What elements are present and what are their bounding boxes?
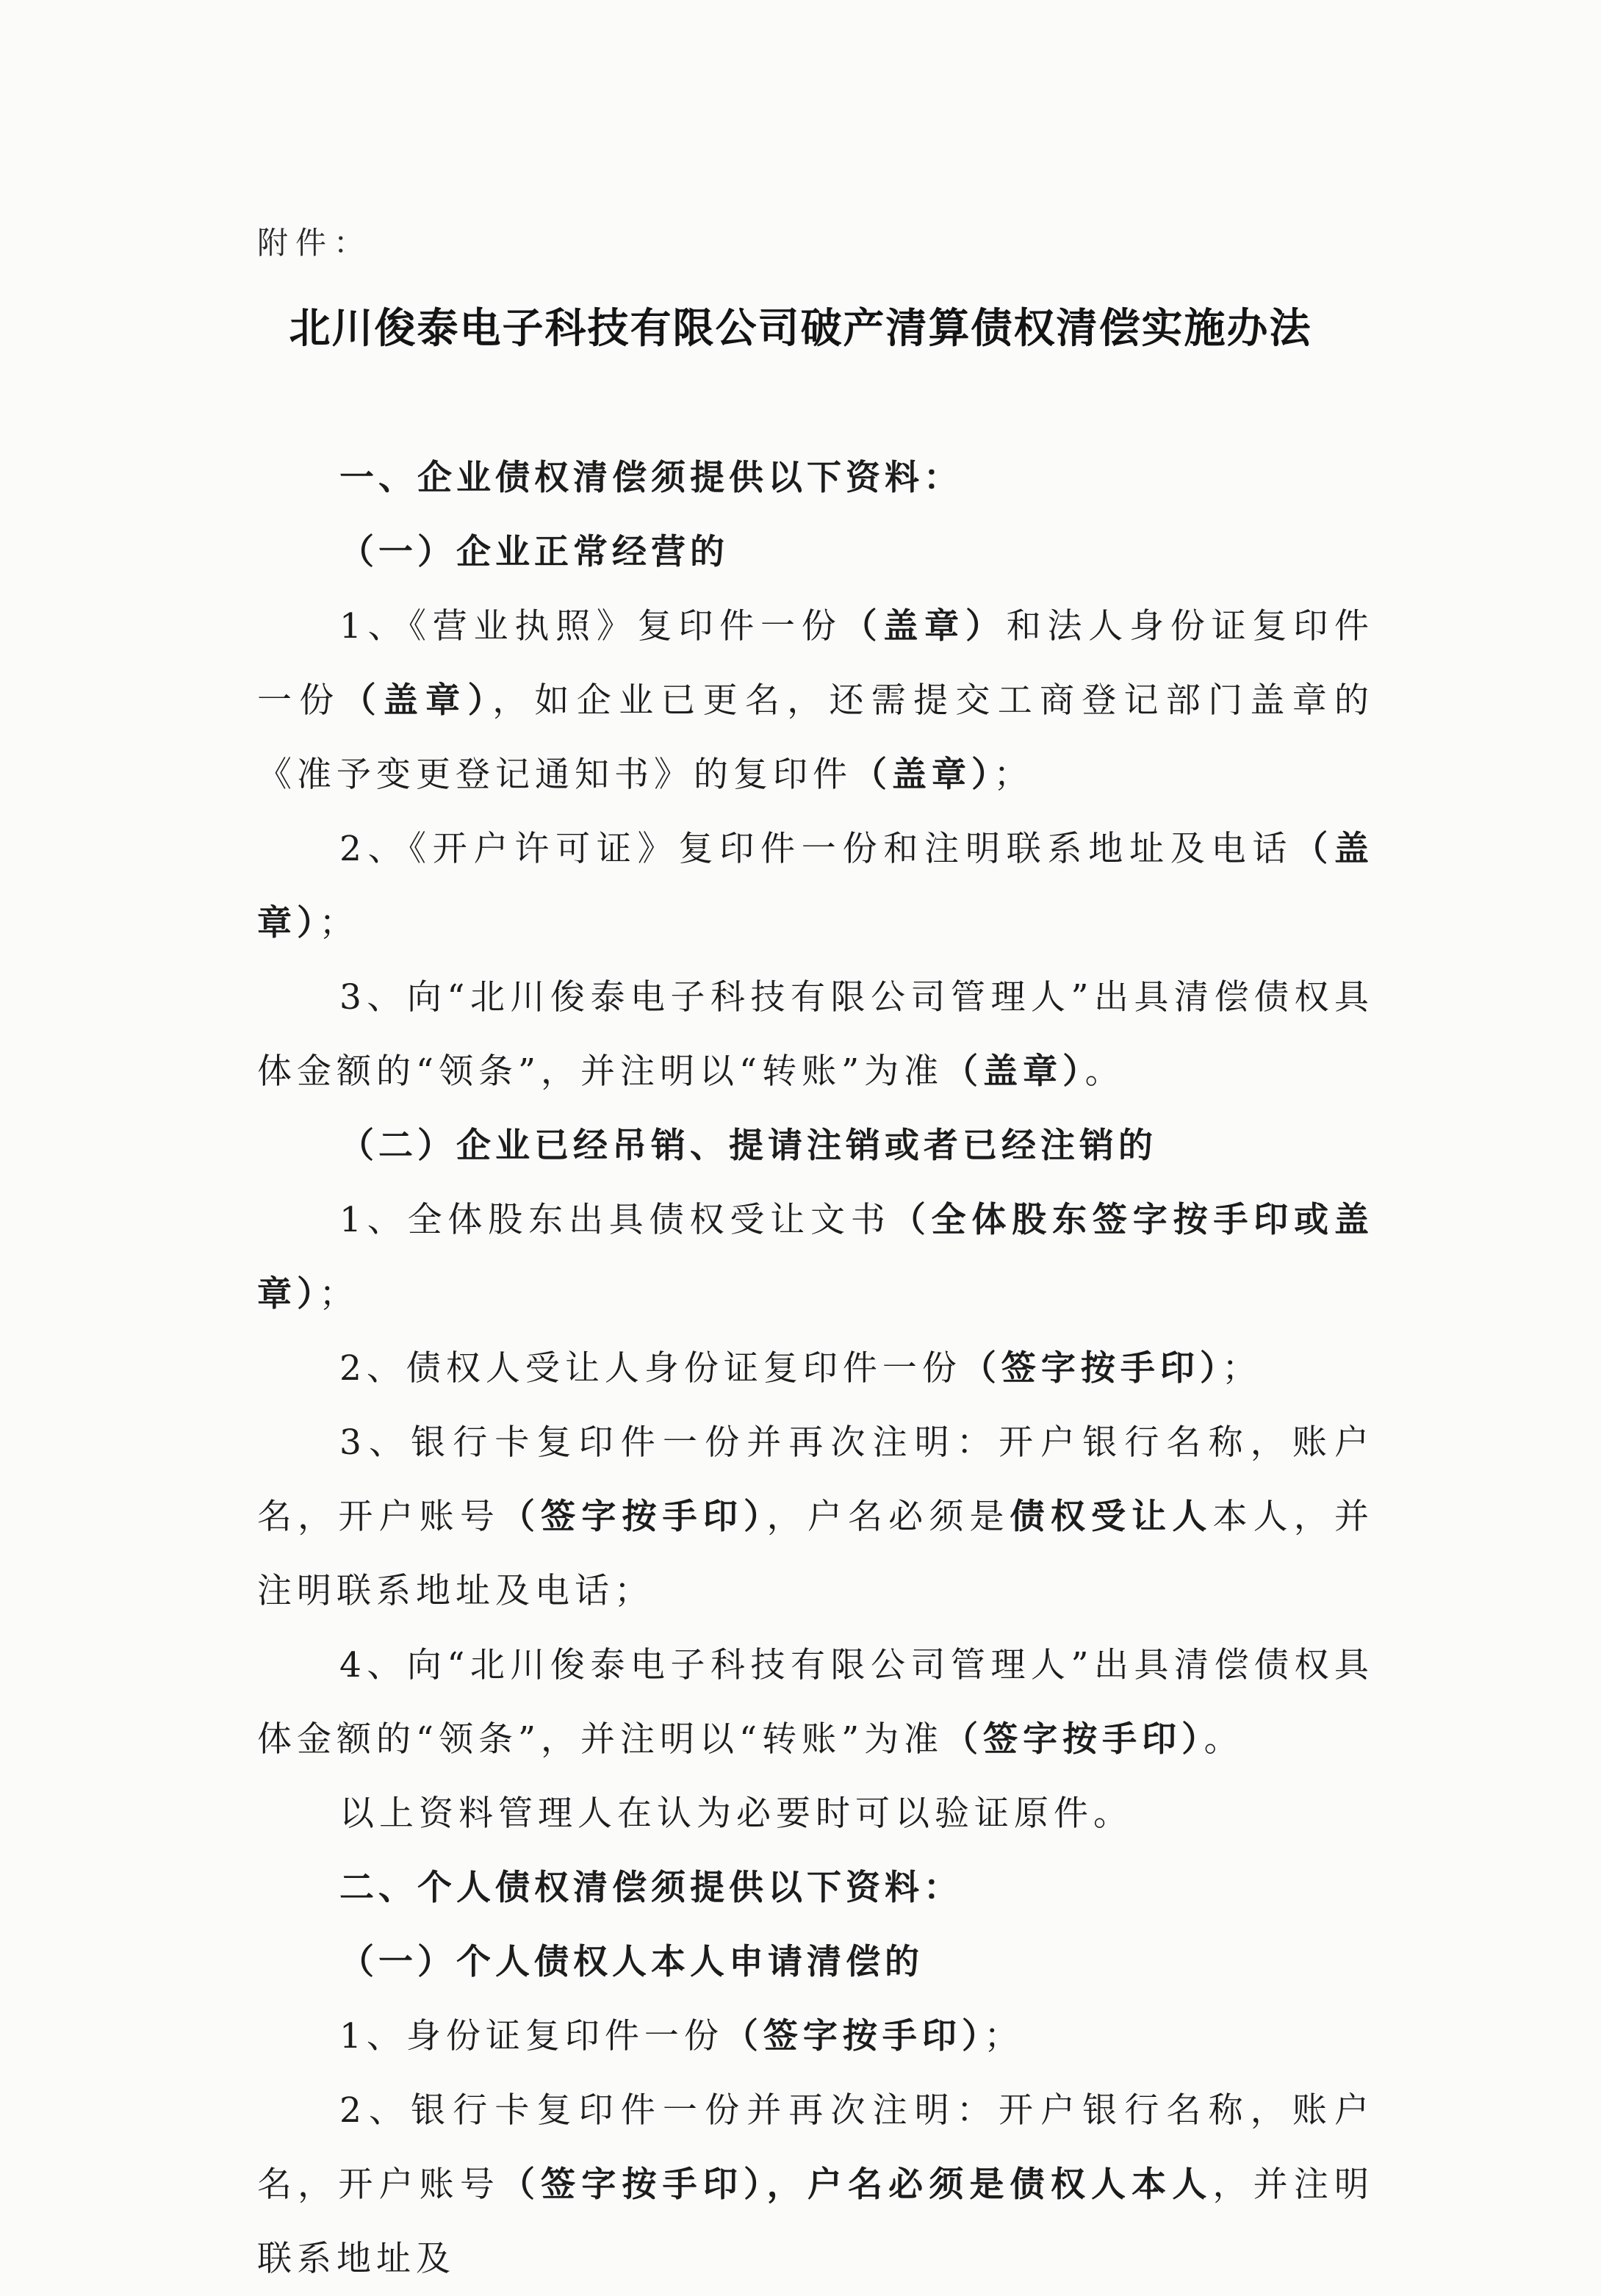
text-segment: ； — [319, 903, 359, 943]
text-segment: 1、全体股东出具债权受让文书 — [339, 1200, 891, 1240]
section-heading — [257, 1109, 1374, 1183]
text-segment: 2、《开户许可证》复印件一份和注明联系地址及电话 — [339, 829, 1294, 869]
body-paragraph — [257, 589, 1374, 812]
text-segment: 。 — [1084, 1051, 1125, 1092]
text-segment: 二、个人债权清偿须提供以下资料： — [339, 1868, 963, 1908]
text-segment: ； — [1222, 1348, 1262, 1389]
text-segment: 1、《营业执照》复印件一份 — [339, 606, 843, 647]
text-segment: ； — [993, 755, 1034, 795]
text-segment: 。 — [1204, 1719, 1244, 1760]
body-paragraph — [257, 1999, 1374, 2073]
bold-text-segment: （盖章） — [257, 829, 1375, 943]
text-segment: ，并注明联系地址及 — [257, 2164, 1375, 2279]
body-paragraph — [257, 960, 1374, 1109]
section-heading — [257, 515, 1374, 589]
text-segment: 和法人身份证复印件一份 — [257, 606, 1375, 721]
text-segment: （二）企业已经吊销、提请注销或者已经注销的 — [339, 1126, 1157, 1166]
text-segment: 以上资料管理人在认为必要时可以验证原件。 — [339, 1793, 1133, 1834]
bold-text-segment: （签字按手印） — [500, 2164, 767, 2205]
bold-text-segment: （签字按手印） — [943, 1719, 1204, 1760]
bold-text-segment: （签字按手印） — [500, 1497, 767, 1537]
bold-text-segment: （盖章） — [943, 1051, 1085, 1092]
body-paragraph — [257, 1183, 1374, 1331]
text-segment: ； — [984, 2016, 1024, 2056]
text-segment: 2、银行卡复印件一份并再次注明：开户银行名称，账户名，开户账号 — [257, 2090, 1374, 2205]
text-segment: 1、身份证复印件一份 — [339, 2016, 724, 2056]
bold-text-segment: （签字按手印） — [961, 1348, 1223, 1389]
text-segment: （一）个人债权人本人申请清偿的 — [339, 1942, 924, 1982]
bold-text-segment: 债权受让人 — [1010, 1497, 1213, 1537]
text-segment: 3、向“北川俊泰电子科技有限公司管理人”出具清偿债权具体金额的“领条”，并注明以“转账”为准 — [257, 977, 1374, 1092]
text-segment: ； — [319, 1274, 359, 1314]
text-segment: 一、企业债权清偿须提供以下资料： — [339, 458, 963, 498]
text-segment: 本人，并注明联系地址及电话； — [257, 1497, 1375, 1611]
text-segment: 2、债权人受让人身份证复印件一份 — [339, 1348, 962, 1389]
text-segment: （一）企业正常经营的 — [339, 532, 729, 572]
text-segment: 4、向“北川俊泰电子科技有限公司管理人”出具清偿债权具体金额的“领条”，并注明以“转账”为准 — [257, 1645, 1374, 1760]
body-paragraph — [257, 2073, 1374, 2296]
text-segment: ，如企业已更名，还需提交工商登记部门盖章的《准予变更登记通知书》的复印件 — [257, 680, 1375, 795]
section-heading — [257, 1925, 1374, 1999]
document-body — [257, 441, 1374, 2296]
bold-text-segment: （盖章） — [852, 755, 994, 795]
text-segment: ，户名必须是 — [766, 1497, 1010, 1537]
body-paragraph — [257, 812, 1374, 960]
body-paragraph — [257, 1331, 1374, 1406]
body-paragraph — [257, 1406, 1374, 1628]
text-segment: 3、银行卡复印件一份并再次注明：开户银行名称，账户名，开户账号 — [257, 1422, 1374, 1537]
section-heading — [257, 1851, 1374, 1925]
attachment-label: 附件： — [257, 225, 373, 261]
bold-text-segment: （全体股东签字按手印或盖章） — [257, 1200, 1374, 1314]
bold-text-segment: （盖章） — [341, 680, 493, 721]
section-heading — [257, 441, 1374, 515]
body-paragraph — [257, 1777, 1374, 1851]
body-paragraph — [257, 1628, 1374, 1777]
bold-text-segment: ，户名必须是债权人本人 — [766, 2164, 1213, 2205]
bold-text-segment: （盖章） — [842, 606, 1007, 647]
bold-text-segment: （签字按手印） — [723, 2016, 985, 2056]
document-title: 北川俊泰电子科技有限公司破产清算债权清偿实施办法 — [289, 305, 1312, 353]
